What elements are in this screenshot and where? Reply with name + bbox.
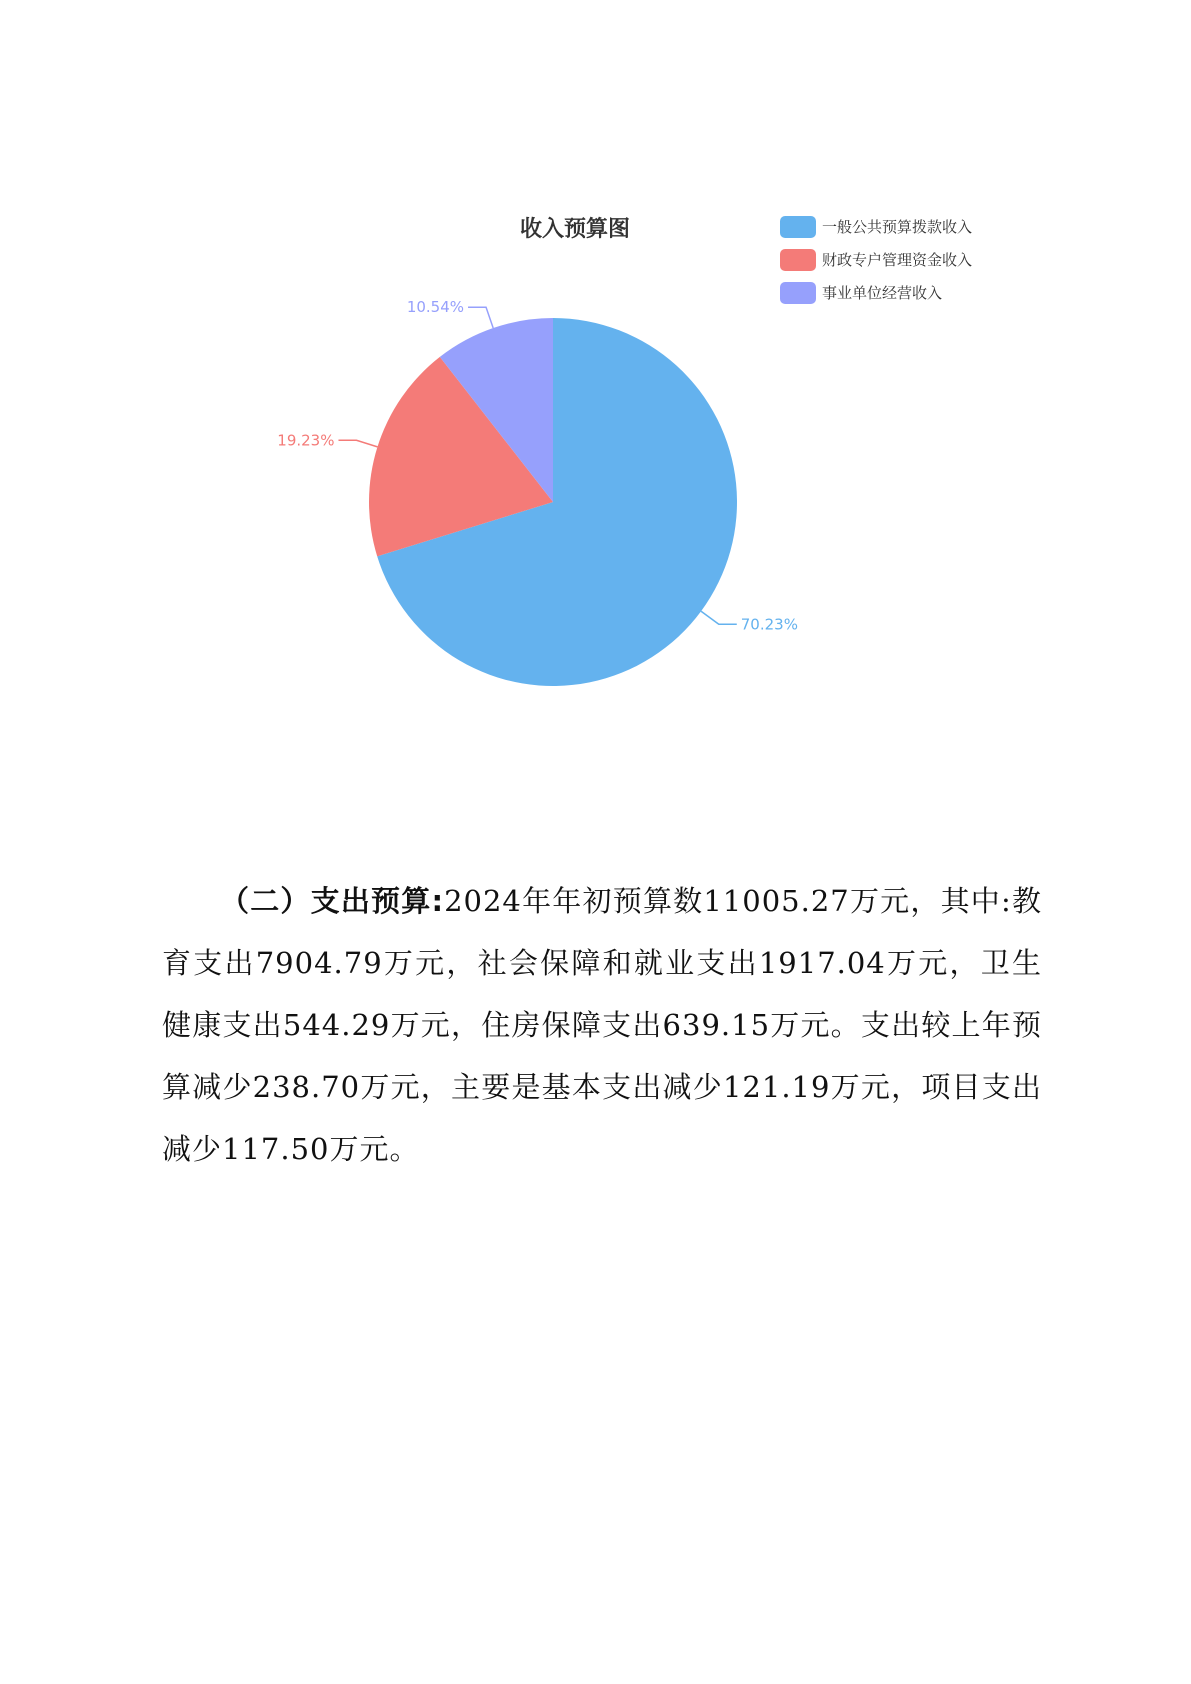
pie-leader-line	[468, 307, 493, 328]
legend-swatch-operating-income	[780, 282, 816, 304]
legend-item-operating-income[interactable]	[780, 276, 972, 309]
section-body: 2024年年初预算数11005.27万元，其中:教育支出7904.79万元，社会保障和就业支出1917.04万元，卫生健康支出544.29万元，住房保障支出639.15万元。支出较上年预算减少238.70万元，主要是基本支出减少121.19万元，项目支出减少117.50万元。	[162, 884, 1042, 1166]
income-budget-pie-chart	[277, 185, 1060, 745]
legend-swatch-special-account	[780, 249, 816, 271]
paragraph	[162, 870, 1042, 1180]
chart-title: 收入预算图	[520, 217, 631, 242]
pie-label-general-budget: 70.23%	[740, 615, 798, 634]
legend-label: 事业单位经营收入	[822, 284, 943, 302]
pie-leader-line	[701, 611, 737, 624]
pie-leader-line	[338, 440, 377, 447]
section-heading: （二）支出预算:	[220, 884, 445, 918]
legend-swatch-general-budget	[780, 216, 816, 238]
expenditure-budget-paragraph	[162, 870, 1042, 1180]
chart-legend	[780, 210, 972, 309]
pie-label-special-account: 19.23%	[277, 431, 335, 450]
legend-label: 一般公共预算拨款收入	[822, 218, 973, 236]
legend-label: 财政专户管理资金收入	[822, 251, 973, 269]
pie-label-operating-income: 10.54%	[406, 298, 465, 317]
legend-item-special-account[interactable]	[780, 243, 972, 276]
legend-item-general-budget[interactable]	[780, 210, 972, 243]
